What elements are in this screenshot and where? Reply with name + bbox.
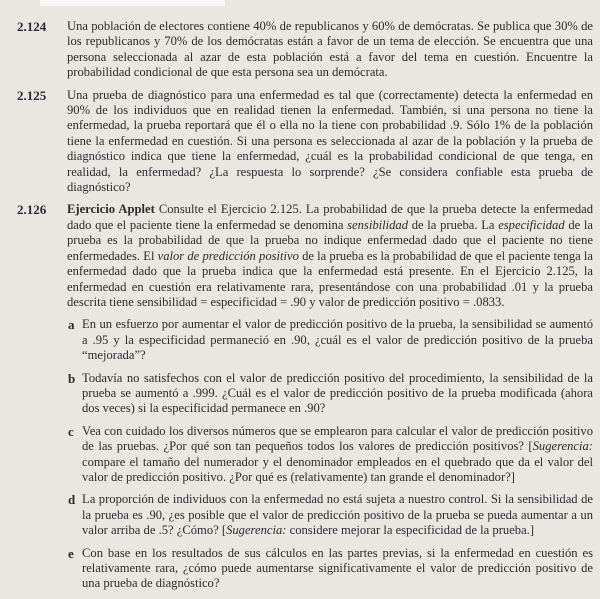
exercise-2-124 <box>0 19 600 81</box>
applet-label: Ejercicio Applet <box>67 202 155 217</box>
part-text: Todavía no satisfechos con el valor de predicción positivo del procedimiento, la sensibilidad de la prueba se aumentó a .999. ¿Cuál es el valor de predicción positivo de la prueba modificada (ahora dos veces) si la especificidad permanece en .90? <box>82 370 593 416</box>
exercise-2-125 <box>0 88 600 196</box>
part-b <box>0 371 600 417</box>
exercise-text: Una prueba de diagnóstico para una enfermedad es tal que (correctamente) detecta la enfermedad en 90% de los individuos que en realidad tienen la enfermedad. También, si una persona no tiene la enfermedad, la prueba reportará que él o ella no la tiene con probabilidad .9. Sólo 1% de la población tiene la enfermedad en cuestión. Si una persona es seleccionada al azar de la población y la prueba de diagnóstico indica que tiene la enfermedad, ¿cuál es la probabilidad condicional de que tenga, en realidad, la enfermedad? ¿La respuesta lo sorprende? ¿Se considera confiable esta prueba de diagnóstico? <box>67 87 593 195</box>
part-text: En un esfuerzo por aumentar el valor de predicción positivo de la prueba, la sensibilidad se aumentó a .95 y la especificidad permaneció en .90, ¿cuál es el valor de predicción positivo de la prueba “mejorada”? <box>82 317 593 363</box>
part-letter: c <box>68 423 74 439</box>
exercise-number: 2.125 <box>17 87 47 103</box>
exercise-text: Una población de electores contiene 40% de republicanos y 60% de demócratas. Se publica que 30% de los republicanos y 70% de los demócratas están a favor de un tema de elección. Se encuentra que una persona seleccionada al azar de esta población está a favor del tema en cuestión. Encuentre la probabilidad condicional de que esta persona sea un demócrata. <box>67 19 593 80</box>
part-c <box>0 424 600 486</box>
part-letter: d <box>68 492 76 508</box>
exercise-2-126 <box>0 202 600 310</box>
part-text: Con base en los resultados de sus cálculos en las partes previas, si la enfermedad en cuestión es relativamente rara, ¿cómo puede aumentarse significativamente el valor de predicción positivo de una prueba de diagnóstico? <box>82 545 593 591</box>
exercise-number: 2.126 <box>17 202 47 218</box>
term-sensibilidad: sensibilidad <box>347 217 409 232</box>
term-especificidad: especificidad <box>498 217 565 232</box>
part-d <box>0 492 600 538</box>
part-letter: e <box>68 545 74 561</box>
hint-label: Sugerencia: <box>532 439 593 454</box>
part-letter: b <box>68 370 76 386</box>
hint-label: Sugerencia: <box>226 523 287 538</box>
part-a <box>0 317 600 363</box>
part-text: La proporción de individuos con la enfermedad no está sujeta a nuestro control. Si la sensibilidad de la prueba es .90, ¿es posible que el valor de predicción positivo de la prueba se pueda aumentar a un valor arriba de .5? ¿Cómo? [Sugerencia: considere mejorar la especificidad de la prueba.] <box>82 492 593 538</box>
part-text: Vea con cuidado los diversos números que se emplearon para calcular el valor de predicción positivo de las pruebas. ¿Por qué son tan pequeños todos los valores de predicción positivos? [Sugerencia: compare el tamaño del numerador y el denominador empleados en el quebrado que da el valor del valor de predicción positivo. ¿Por qué es (relativamente) tan grande el denominador?] <box>82 423 593 484</box>
exercise-2-126-parts <box>0 317 600 592</box>
part-e <box>0 546 600 592</box>
exercise-number: 2.124 <box>17 19 47 34</box>
term-valor-prediccion: valor de predicción positivo <box>157 248 299 263</box>
part-letter: a <box>68 317 75 333</box>
exercise-text: Ejercicio Applet Consulte el Ejercicio 2.125. La probabilidad de que la prueba detecte la enfermedad dado que el paciente tiene la enfermedad se denomina sensibilidad de la prueba. La especificidad de la prueba es la probabilidad de que la prueba no indique enfermedad dado que el paciente no tiene enfermedades. El valor de predicción positivo de la prueba es la probabilidad de que el paciente tenga la enfermedad dado que la prueba indica que la enfermedad está presente. En el Ejercicio 2.125, la enfermedad en cuestión era relativamente rara, presentándose con una probabilidad .01 y la prueba descrita tiene sensibilidad = especificidad = .90 y valor de predicción positivo = .0833. <box>67 202 594 309</box>
